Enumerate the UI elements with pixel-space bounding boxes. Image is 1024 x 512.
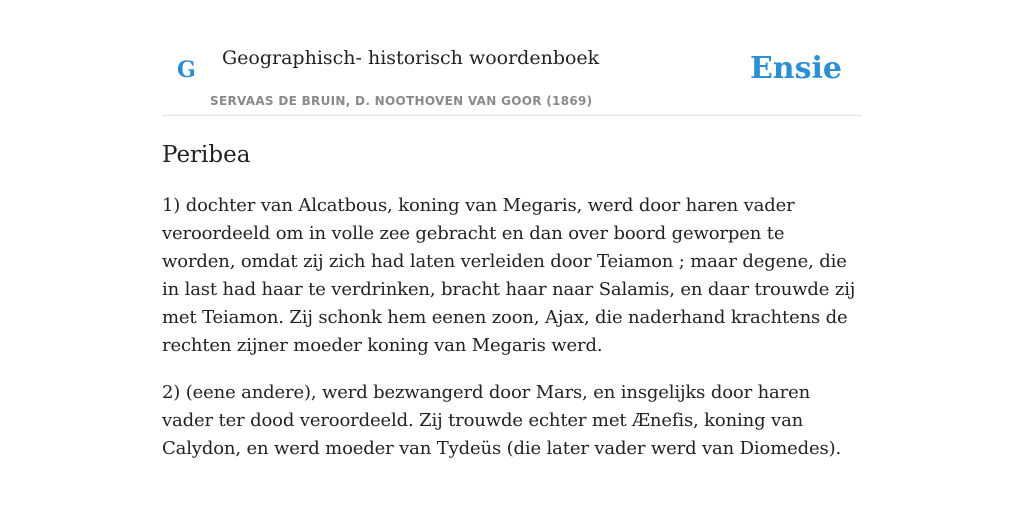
entry-body (162, 192, 862, 482)
book-title-link[interactable]: Geographisch- historisch woordenboek (222, 47, 600, 69)
page-container (162, 0, 862, 459)
entry-paragraph-1: 1) dochter van Alcatbous, koning van Megaris, werd door haren vader veroordeeld om in volle zee gebracht en dan over boord geworpen te worden, omdat zij zich had laten verleiden door Teiamon ; maar degene, die in last had haar te verdrinken, bracht haar naar Salamis, en daar trouwde zij met Teiamon. Zij schonk hem eenen zoon, Ajax, die naderhand krachtens de rechten zijner moeder koning van Megaris werd. (162, 195, 856, 356)
entry-paragraph-2: 2) (eene andere), werd bezwangerd door Mars, en insgelijks door haren vader ter dood veroordeeld. Zij trouwde echter met Ænefis, koning van Calydon, en werd moeder van Tydeüs (die later vader werd van Diomedes). (162, 382, 842, 459)
ensie-logo-link[interactable]: Ensie (749, 51, 842, 86)
book-letter-link[interactable]: G (177, 57, 196, 83)
book-author: SERVAAS DE BRUIN, D. NOOTHOVEN VAN GOOR (1869) (210, 94, 593, 108)
book-header (162, 0, 862, 116)
entry-title: Peribea (162, 142, 251, 168)
